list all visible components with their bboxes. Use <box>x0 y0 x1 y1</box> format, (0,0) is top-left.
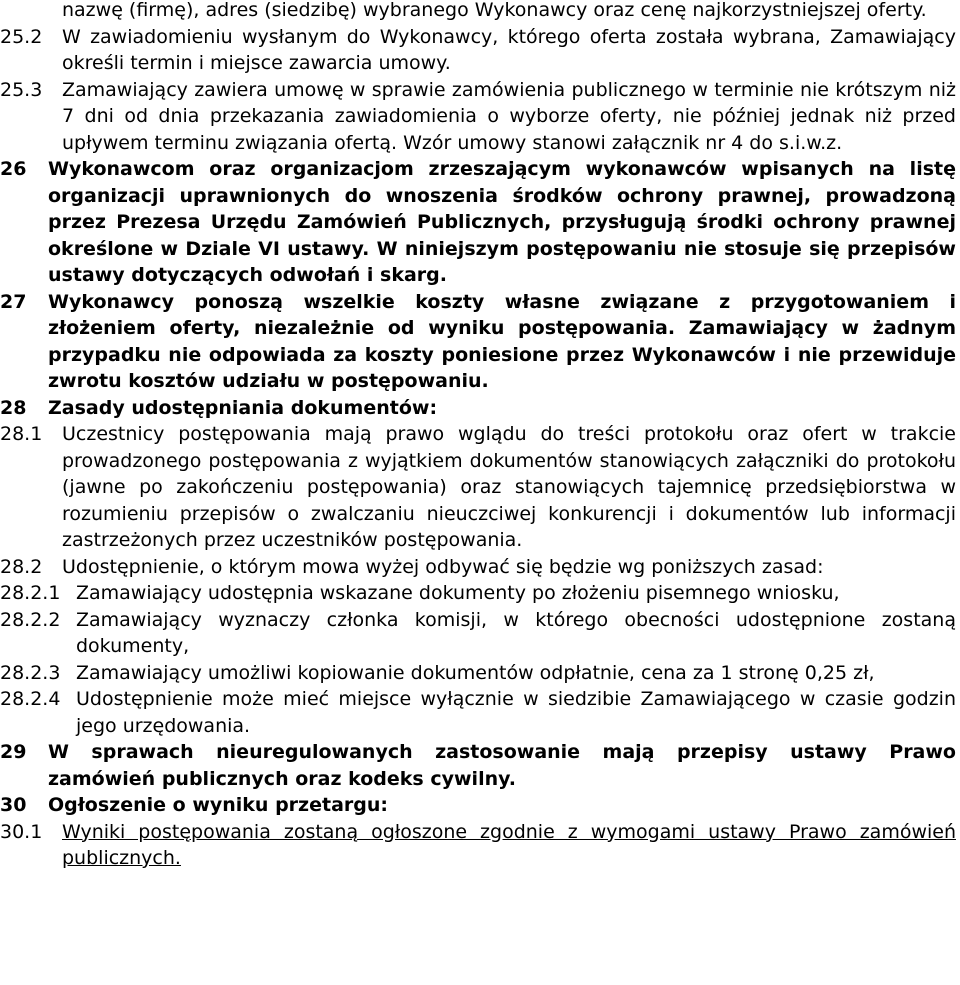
paragraph-text: Zamawiający udostępnia wskazane dokumenty po złożeniu pisemnego wniosku, <box>76 582 840 604</box>
paragraph-number: 28.2.4 <box>0 688 61 710</box>
section-29 <box>0 739 960 792</box>
paragraph-number: 25.3 <box>0 78 43 101</box>
section-text: Wykonawcy ponoszą wszelkie koszty własne związane z przygotowaniem i złożeniem oferty, niezależnie od wyniku postępowania. Zamawiający w żadnym przypadku nie odpowiada za koszty poniesione przez Wykonawców i nie przewiduje zwrotu kosztów udziału w postępowaniu. <box>48 290 956 392</box>
section-text: W sprawach nieuregulowanych zastosowanie mają przepisy ustawy Prawo zamówień publicznych oraz kodeks cywilny. <box>48 741 956 790</box>
paragraph-text: Uczestnicy postępowania mają prawo wglądu do treści protokołu oraz ofert w trakcie prowadzonego postępowania z wyjątkiem dokumentów stanowiących załączniki do protokołu (jawne po zakończeniu postępowania) oraz stanowiących tajemnicę przedsiębiorstwa w rozumieniu przepisów o zwalczaniu nieuczciwej konkurencji i dokumentów lub informacji zastrzeżonych przez uczestników postępowania. <box>62 423 956 551</box>
paragraph-28-2-3 <box>0 660 960 687</box>
paragraph-text: Zamawiający wyznaczy członka komisji, w którego obecności udostępnione zostaną dokumenty, <box>76 608 956 657</box>
paragraph-number: 28.2.2 <box>0 608 61 631</box>
paragraph-number: 28.2.1 <box>0 582 61 604</box>
section-27 <box>0 289 960 395</box>
section-26 <box>0 156 960 289</box>
paragraph-number: 30.1 <box>0 820 43 843</box>
section-number: 29 <box>0 741 27 763</box>
section-heading: Zasady udostępniania dokumentów: <box>48 396 438 419</box>
section-number: 28 <box>0 396 27 419</box>
paragraph-text: Zamawiający umożliwi kopiowanie dokumentów odpłatnie, cena za 1 stronę 0,25 zł, <box>76 661 875 684</box>
section-text: Wykonawcom oraz organizacjom zrzeszającym wykonawców wpisanych na listę organizacji uprawnionych do wnoszenia środków ochrony prawnej, prowadzoną przez Prezesa Urzędu Zamówień Publicznych, przysługują środki ochrony prawnej określone w Dziale VI ustawy. W niniejszym postępowaniu nie stosuje się przepisów ustawy dotyczących odwołań i skarg. <box>48 158 956 286</box>
paragraph-28-2-2 <box>0 607 960 660</box>
paragraph-text: Udostępnienie, o którym mowa wyżej odbywać się będzie wg poniższych zasad: <box>62 555 824 578</box>
paragraph-text: nazwę (firmę), adres (siedzibę) wybranego Wykonawcy oraz cenę najkorzystniejszej oferty. <box>62 0 927 21</box>
section-number: 27 <box>0 290 27 313</box>
paragraph-25-2 <box>0 24 960 77</box>
section-heading: Ogłoszenie o wyniku przetargu: <box>48 794 388 816</box>
paragraph-number: 28.2.3 <box>0 661 61 684</box>
section-30-heading <box>0 792 960 819</box>
paragraph-text: Udostępnienie może mieć miejsce wyłącznie w siedzibie Zamawiającego w czasie godzin jego urzędowania. <box>76 688 956 737</box>
paragraph-number: 28.1 <box>0 423 43 445</box>
paragraph-number: 25.2 <box>0 25 43 48</box>
section-number: 26 <box>0 158 27 180</box>
paragraph-number: 28.2 <box>0 555 43 578</box>
paragraph-continuation <box>0 0 960 24</box>
paragraph-30-1 <box>0 819 960 872</box>
paragraph-28-2-1 <box>0 580 960 607</box>
paragraph-28-2-4 <box>0 686 960 739</box>
paragraph-text: Zamawiający zawiera umowę w sprawie zamówienia publicznego w terminie nie krótszym niż 7 dni od dnia przekazania zawiadomienia o wyborze oferty, nie później jednak niż przed upływem terminu związania ofertą. Wzór umowy stanowi załącznik nr 4 do s.i.w.z. <box>62 78 956 154</box>
paragraph-25-3 <box>0 77 960 157</box>
paragraph-text-underlined: Wyniki postępowania zostaną ogłoszone zgodnie z wymogami ustawy Prawo zamówień publicznych. <box>62 820 956 869</box>
section-28-heading <box>0 395 960 422</box>
paragraph-28-1 <box>0 421 960 554</box>
paragraph-28-2 <box>0 554 960 581</box>
section-number: 30 <box>0 794 27 816</box>
paragraph-text: W zawiadomieniu wysłanym do Wykonawcy, którego oferta została wybrana, Zamawiający określi termin i miejsce zawarcia umowy. <box>62 25 956 74</box>
